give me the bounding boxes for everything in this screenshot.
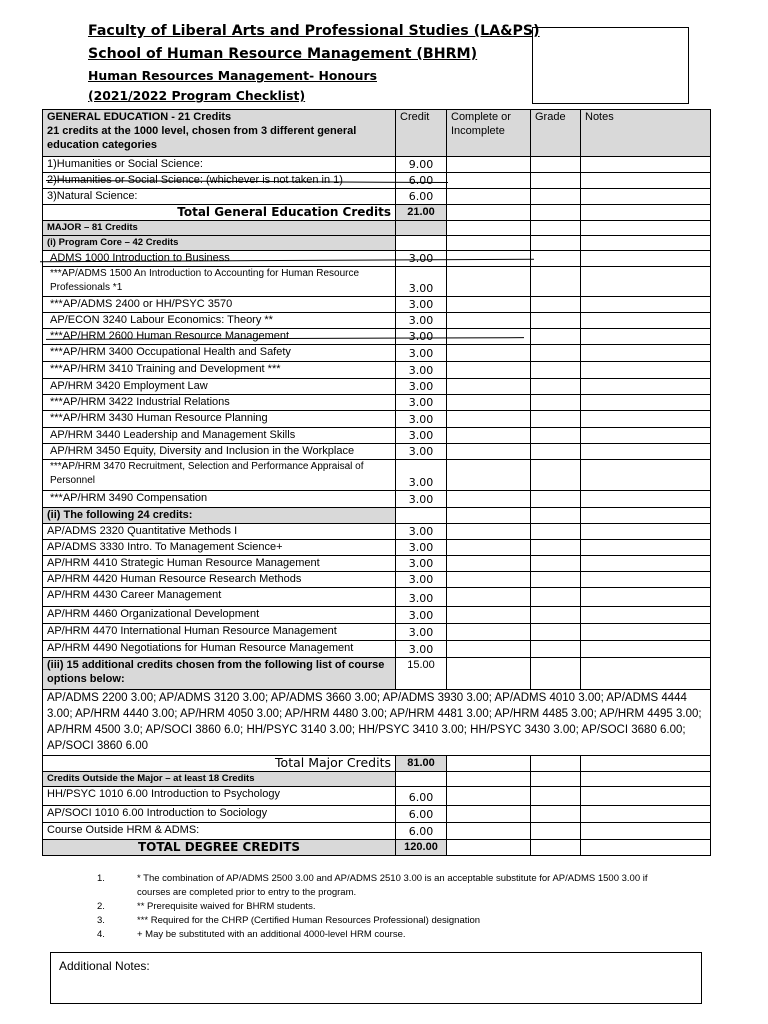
- notes-cell[interactable]: [581, 806, 711, 823]
- gen-ed-description: 21 credits at the 1000 level, chosen from 3 different general education categories: [47, 125, 357, 151]
- grade-cell[interactable]: [531, 267, 581, 297]
- empty-cell: [531, 221, 581, 236]
- additional-notes-label: Additional Notes:: [59, 959, 150, 973]
- grade-cell[interactable]: [531, 395, 581, 411]
- footnote-number: 2.: [97, 901, 105, 912]
- course-name: ADMS 1000 Introduction to Business: [43, 251, 396, 267]
- gen-ed-total-label: Total General Education Credits: [43, 205, 396, 221]
- course-name: 1)Humanities or Social Science:: [43, 157, 396, 173]
- completion-cell[interactable]: [447, 641, 531, 658]
- course-row: [43, 345, 711, 362]
- grade-cell[interactable]: [531, 491, 581, 508]
- course-credit: 3.00: [396, 588, 447, 607]
- footnote: [97, 900, 677, 914]
- completion-cell[interactable]: [447, 460, 531, 491]
- notes-cell[interactable]: [581, 588, 711, 607]
- notes-cell[interactable]: [581, 411, 711, 428]
- grade-cell[interactable]: [531, 313, 581, 329]
- course-name: AP/ADMS 2320 Quantitative Methods I: [43, 524, 396, 540]
- grade-cell[interactable]: [531, 540, 581, 556]
- empty-cell: [581, 508, 711, 524]
- grade-cell[interactable]: [531, 379, 581, 395]
- footnote-text: + May be substituted with an additional 4000-level HRM course.: [137, 929, 406, 940]
- course-row: [43, 444, 711, 460]
- footnote-number: 3.: [97, 915, 105, 926]
- gen-ed-heading-cell: [43, 110, 396, 157]
- notes-cell[interactable]: [581, 189, 711, 205]
- completion-cell[interactable]: [447, 787, 531, 806]
- course-credit: 9.00: [396, 157, 447, 173]
- course-credit: 3.00: [396, 641, 447, 658]
- notes-cell[interactable]: [581, 823, 711, 840]
- course-name: AP/HRM 4410 Strategic Human Resource Management: [43, 556, 396, 572]
- course-row: [43, 379, 711, 395]
- checklist-year: (2021/2022 Program Checklist): [88, 88, 306, 103]
- empty-cell: [531, 205, 581, 221]
- course-credit: 3.00: [396, 345, 447, 362]
- empty-cell: [581, 205, 711, 221]
- completion-cell[interactable]: [447, 313, 531, 329]
- empty-cell: [447, 236, 531, 251]
- notes-cell[interactable]: [581, 297, 711, 313]
- course-credit: 3.00: [396, 444, 447, 460]
- core-heading-row: [43, 236, 711, 251]
- course-name: AP/HRM 3440 Leadership and Management Skills: [43, 428, 396, 444]
- course-name: HH/PSYC 1010 6.00 Introduction to Psychology: [43, 787, 396, 806]
- course-credit: 3.00: [396, 607, 447, 624]
- course-row: [43, 329, 711, 345]
- grade-cell[interactable]: [531, 251, 581, 267]
- course-name: ***AP/HRM 3430 Human Resource Planning: [43, 411, 396, 428]
- course-name: AP/ADMS 3330 Intro. To Management Science+: [43, 540, 396, 556]
- grade-cell[interactable]: [531, 428, 581, 444]
- course-credit: 6.00: [396, 189, 447, 205]
- course-name: ***AP/ADMS 1500 An Introduction to Accounting for Human Resource Professionals *1: [43, 267, 396, 297]
- program-title: Human Resources Management- Honours: [88, 68, 377, 83]
- notes-cell[interactable]: [581, 157, 711, 173]
- notes-cell[interactable]: [581, 379, 711, 395]
- empty-cell: [447, 205, 531, 221]
- course-row: [43, 313, 711, 329]
- course-row: [43, 189, 711, 205]
- major-heading: MAJOR – 81 Credits: [43, 221, 396, 236]
- additional-credit: 15.00: [396, 658, 447, 690]
- course-credit: 3.00: [396, 572, 447, 588]
- empty-cell: [581, 756, 711, 772]
- degree-total-row: [43, 840, 711, 856]
- notes-cell[interactable]: [581, 556, 711, 572]
- course-credit: 6.00: [396, 823, 447, 840]
- notes-cell[interactable]: [581, 624, 711, 641]
- course-name: AP/HRM 3450 Equity, Diversity and Inclusion in the Workplace: [43, 444, 396, 460]
- course-name: Course Outside HRM & ADMS:: [43, 823, 396, 840]
- course-credit: 3.00: [396, 524, 447, 540]
- course-name: ***AP/HRM 2600 Human Resource Management: [43, 329, 396, 345]
- complete-column-header: Complete or Incomplete: [447, 110, 531, 157]
- course-credit: 3.00: [396, 460, 447, 491]
- notes-cell[interactable]: [581, 395, 711, 411]
- course-credit: 6.00: [396, 787, 447, 806]
- course-row: [43, 524, 711, 540]
- notes-cell[interactable]: [581, 524, 711, 540]
- course-credit: 3.00: [396, 540, 447, 556]
- course-row: [43, 267, 711, 297]
- empty-cell: [531, 772, 581, 787]
- course-row: [43, 251, 711, 267]
- completion-cell[interactable]: [447, 491, 531, 508]
- course-credit: 3.00: [396, 428, 447, 444]
- course-name: 3)Natural Science:: [43, 189, 396, 205]
- course-row: [43, 157, 711, 173]
- completion-cell[interactable]: [447, 806, 531, 823]
- grade-cell[interactable]: [531, 362, 581, 379]
- completion-cell[interactable]: [447, 267, 531, 297]
- grade-cell[interactable]: [531, 411, 581, 428]
- major-total-row: [43, 756, 711, 772]
- empty-cell: [447, 772, 531, 787]
- grade-cell[interactable]: [531, 624, 581, 641]
- core-heading: (i) Program Core – 42 Credits: [43, 236, 396, 251]
- completion-cell[interactable]: [447, 345, 531, 362]
- completion-cell[interactable]: [447, 444, 531, 460]
- course-name: ***AP/ADMS 2400 or HH/PSYC 3570: [43, 297, 396, 313]
- footnote-text: *** Required for the CHRP (Certified Human Resources Professional) designation: [137, 915, 481, 926]
- footnotes: [97, 872, 677, 942]
- following-heading-row: [43, 508, 711, 524]
- notes-cell[interactable]: [581, 267, 711, 297]
- grade-cell[interactable]: [531, 806, 581, 823]
- course-credit: 3.00: [396, 395, 447, 411]
- notes-column-header: Notes: [581, 110, 711, 157]
- notes-cell[interactable]: [581, 345, 711, 362]
- course-credit: 3.00: [396, 267, 447, 297]
- notes-cell[interactable]: [581, 460, 711, 491]
- outside-heading-row: [43, 772, 711, 787]
- completion-cell[interactable]: [447, 624, 531, 641]
- completion-cell[interactable]: [447, 157, 531, 173]
- outside-heading: Credits Outside the Major – at least 18 Credits: [43, 772, 396, 787]
- course-name: AP/HRM 4490 Negotiations for Human Resource Management: [43, 641, 396, 658]
- course-name: ***AP/HRM 3400 Occupational Health and Safety: [43, 345, 396, 362]
- degree-total-label: TOTAL DEGREE CREDITS: [43, 840, 396, 856]
- course-name: AP/HRM 4470 International Human Resource Management: [43, 624, 396, 641]
- grade-cell[interactable]: [531, 556, 581, 572]
- grade-cell[interactable]: [531, 524, 581, 540]
- course-row: [43, 823, 711, 840]
- footnote-text: ** Prerequisite waived for BHRM students.: [137, 901, 316, 912]
- notes-cell[interactable]: [581, 428, 711, 444]
- grade-cell[interactable]: [531, 329, 581, 345]
- course-credit: 3.00: [396, 556, 447, 572]
- completion-cell[interactable]: [447, 607, 531, 624]
- grade-cell[interactable]: [531, 297, 581, 313]
- completion-cell[interactable]: [447, 297, 531, 313]
- footnote-number: 1.: [97, 873, 105, 884]
- empty-cell: [581, 772, 711, 787]
- grade-cell[interactable]: [531, 189, 581, 205]
- course-name: AP/HRM 4420 Human Resource Research Methods: [43, 572, 396, 588]
- empty-cell: [581, 236, 711, 251]
- course-credit: 3.00: [396, 491, 447, 508]
- notes-cell[interactable]: [581, 444, 711, 460]
- empty-cell: [581, 221, 711, 236]
- course-name: AP/HRM 4430 Career Management: [43, 588, 396, 607]
- course-row: [43, 806, 711, 823]
- additional-options-row: [43, 690, 711, 756]
- course-name: 2)Humanities or Social Science: (whichever is not taken in 1): [43, 173, 396, 189]
- completion-cell[interactable]: [447, 395, 531, 411]
- school-title: School of Human Resource Management (BHRM): [88, 46, 478, 62]
- grade-cell[interactable]: [531, 157, 581, 173]
- course-row: [43, 491, 711, 508]
- empty-cell: [581, 840, 711, 856]
- course-credit: 3.00: [396, 297, 447, 313]
- additional-heading: (iii) 15 additional credits chosen from the following list of course options below:: [43, 658, 396, 690]
- faculty-title: Faculty of Liberal Arts and Professional Studies (LA&PS): [88, 23, 540, 39]
- grade-cell[interactable]: [531, 588, 581, 607]
- empty-cell: [531, 756, 581, 772]
- empty-cell: [581, 658, 711, 690]
- notes-cell[interactable]: [581, 313, 711, 329]
- completion-cell[interactable]: [447, 524, 531, 540]
- notes-cell[interactable]: [581, 251, 711, 267]
- empty-cell: [396, 236, 447, 251]
- course-credit: 3.00: [396, 313, 447, 329]
- empty-cell: [447, 840, 531, 856]
- grade-cell[interactable]: [531, 345, 581, 362]
- completion-cell[interactable]: [447, 540, 531, 556]
- footnote: [97, 914, 677, 928]
- empty-cell: [531, 236, 581, 251]
- course-row: [43, 460, 711, 491]
- major-heading-row: [43, 221, 711, 236]
- notes-cell[interactable]: [581, 362, 711, 379]
- notes-cell[interactable]: [581, 641, 711, 658]
- notes-cell[interactable]: [581, 607, 711, 624]
- course-name: ***AP/HRM 3410 Training and Development ***: [43, 362, 396, 379]
- completion-cell[interactable]: [447, 189, 531, 205]
- course-credit: 3.00: [396, 329, 447, 345]
- footnote: [97, 872, 677, 900]
- completion-cell[interactable]: [447, 823, 531, 840]
- footnote-text: * The combination of AP/ADMS 2500 3.00 and AP/ADMS 2510 3.00 is an acceptable substitute for AP/ADMS 1500 3.00 if courses are completed prior to entry to the program.: [137, 873, 648, 898]
- notes-cell[interactable]: [581, 491, 711, 508]
- credit-column-header: Credit: [396, 110, 447, 157]
- footnote: [97, 928, 677, 942]
- major-total-label: Total Major Credits: [43, 756, 396, 772]
- program-checklist-table: [42, 109, 711, 856]
- course-row: [43, 540, 711, 556]
- grade-cell[interactable]: [531, 607, 581, 624]
- gen-ed-total-value: 21.00: [396, 205, 447, 221]
- empty-cell: [531, 658, 581, 690]
- completion-cell[interactable]: [447, 588, 531, 607]
- course-credit: 3.00: [396, 379, 447, 395]
- following-heading: (ii) The following 24 credits:: [43, 508, 396, 524]
- empty-cell: [447, 508, 531, 524]
- notes-cell[interactable]: [581, 173, 711, 189]
- course-row: [43, 297, 711, 313]
- course-credit: 3.00: [396, 411, 447, 428]
- gen-ed-total-row: [43, 205, 711, 221]
- empty-cell: [447, 756, 531, 772]
- completion-cell[interactable]: [447, 556, 531, 572]
- grade-cell[interactable]: [531, 444, 581, 460]
- completion-cell[interactable]: [447, 379, 531, 395]
- notes-cell[interactable]: [581, 572, 711, 588]
- grade-cell[interactable]: [531, 173, 581, 189]
- course-credit: 3.00: [396, 251, 447, 267]
- empty-cell: [531, 508, 581, 524]
- grade-cell[interactable]: [531, 641, 581, 658]
- course-row: [43, 588, 711, 607]
- course-row: [43, 572, 711, 588]
- grade-column-header: Grade: [531, 110, 581, 157]
- course-row: [43, 556, 711, 572]
- course-name: AP/SOCI 1010 6.00 Introduction to Sociology: [43, 806, 396, 823]
- course-credit: 3.00: [396, 362, 447, 379]
- grade-cell[interactable]: [531, 823, 581, 840]
- course-credit: 6.00: [396, 173, 447, 189]
- empty-cell: [447, 221, 531, 236]
- grade-cell[interactable]: [531, 787, 581, 806]
- gen-ed-heading: GENERAL EDUCATION - 21 Credits: [47, 111, 232, 123]
- course-name: ***AP/HRM 3490 Compensation: [43, 491, 396, 508]
- completion-cell[interactable]: [447, 173, 531, 189]
- empty-cell: [447, 658, 531, 690]
- grade-cell[interactable]: [531, 572, 581, 588]
- completion-cell[interactable]: [447, 362, 531, 379]
- gen-ed-header-row: [43, 110, 711, 157]
- course-row: [43, 607, 711, 624]
- empty-cell: [396, 508, 447, 524]
- notes-cell[interactable]: [581, 540, 711, 556]
- course-row: [43, 787, 711, 806]
- course-row: [43, 641, 711, 658]
- notes-cell[interactable]: [581, 329, 711, 345]
- course-name: AP/ECON 3240 Labour Economics: Theory **: [43, 313, 396, 329]
- course-row: [43, 624, 711, 641]
- course-row: [43, 362, 711, 379]
- course-name: ***AP/HRM 3470 Recruitment, Selection and Performance Appraisal of Personnel: [43, 460, 396, 491]
- course-credit: 3.00: [396, 624, 447, 641]
- degree-total-value: 120.00: [396, 840, 447, 856]
- notes-cell[interactable]: [581, 787, 711, 806]
- completion-cell[interactable]: [447, 428, 531, 444]
- course-name: AP/HRM 4460 Organizational Development: [43, 607, 396, 624]
- empty-cell: [396, 221, 447, 236]
- course-name: ***AP/HRM 3422 Industrial Relations: [43, 395, 396, 411]
- grade-cell[interactable]: [531, 460, 581, 491]
- completion-cell[interactable]: [447, 572, 531, 588]
- empty-cell: [396, 772, 447, 787]
- empty-cell: [531, 840, 581, 856]
- major-total-value: 81.00: [396, 756, 447, 772]
- course-row: [43, 395, 711, 411]
- course-row: [43, 428, 711, 444]
- additional-notes-box[interactable]: [50, 952, 702, 1004]
- stamp-box: [532, 27, 689, 104]
- course-name: AP/HRM 3420 Employment Law: [43, 379, 396, 395]
- course-credit: 6.00: [396, 806, 447, 823]
- completion-cell[interactable]: [447, 411, 531, 428]
- course-row: [43, 411, 711, 428]
- footnote-number: 4.: [97, 929, 105, 940]
- additional-options-list: AP/ADMS 2200 3.00; AP/ADMS 3120 3.00; AP/ADMS 3660 3.00; AP/ADMS 3930 3.00; AP/ADMS 4010 3.00; AP/ADMS 4444 3.00; AP/HRM 4440 3.00; AP/HRM 4050 3.00; AP/HRM 4480 3.00; AP/HRM 4481 3.00; AP/HRM 4485 3.00; AP/HRM 4495 3.00; AP/HRM 4500 3.0; AP/SOCI 3860 6.0; HH/PSYC 3140 3.00; HH/PSYC 3410 3.00; HH/PSYC 3430 3.00; AP/SOCI 3680 6.00; AP/SOCI 3860 6.00: [43, 690, 711, 756]
- additional-heading-row: [43, 658, 711, 690]
